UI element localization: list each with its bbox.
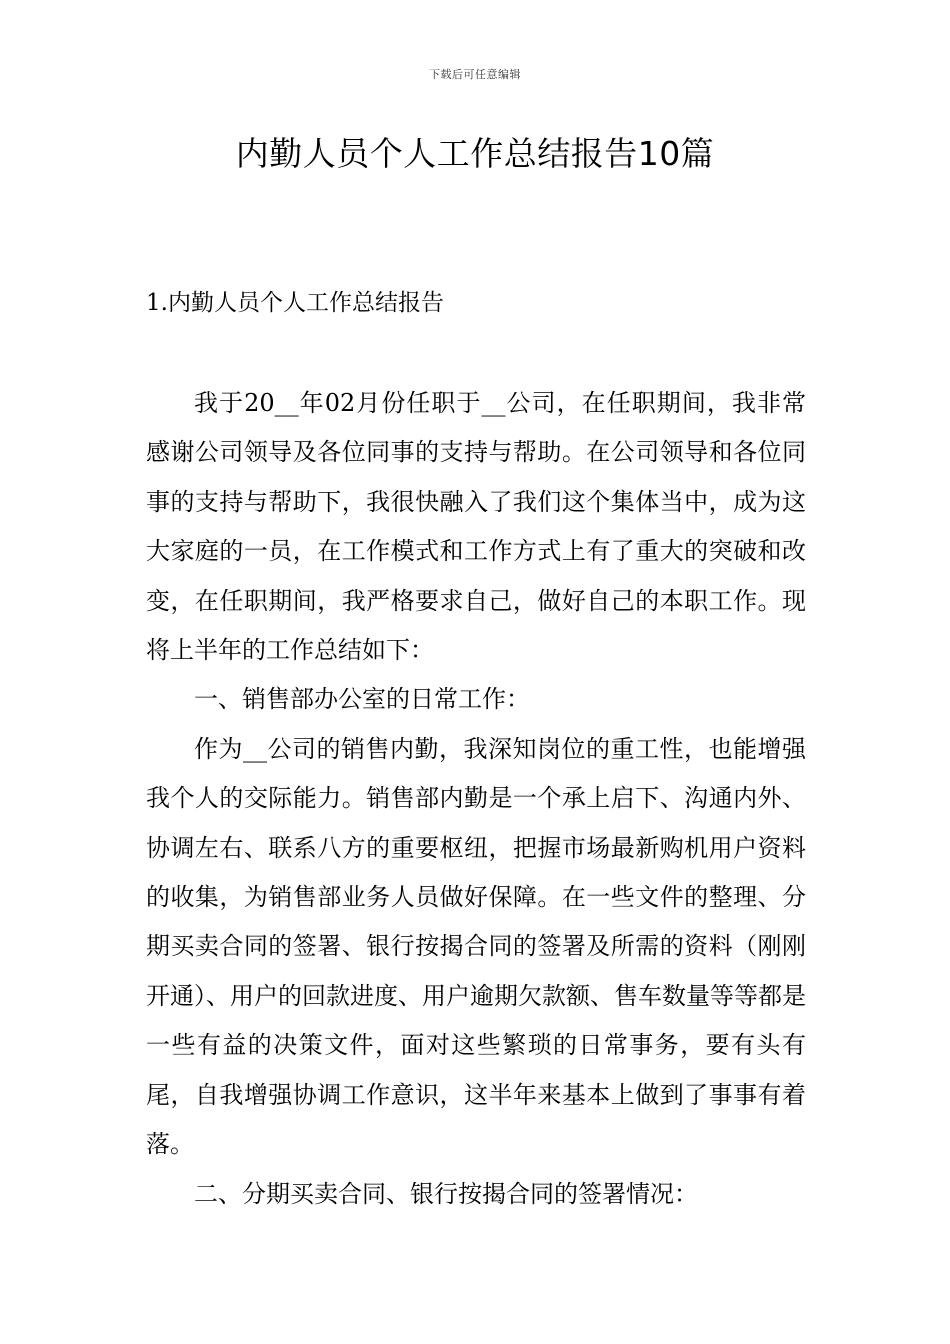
body-text — [146, 379, 806, 1219]
section-heading: 1.内勤人员个人工作总结报告 — [146, 290, 444, 316]
paragraph-heading-one: 一、销售部办公室的日常工作： — [194, 685, 530, 714]
paragraph-intro: 我于20__年02月份任职于__公司，在任职期间，我非常感谢公司领导及各位同事的支持与帮助。在公司领导和各位同事的支持与帮助下，我很快融入了我们这个集体当中，成为这大家庭的一员，在工作模式和工作方式上有了重大的突破和改变，在任职期间，我严格要求自己，做好自己的本职工作。现将上半年的工作总结如下： — [146, 389, 806, 665]
document-title: 内勤人员个人工作总结报告10篇 — [235, 134, 715, 173]
paragraph-sales-duties: 作为__公司的销售内勤，我深知岗位的重工性，也能增强我个人的交际能力。销售部内勤是一个承上启下、沟通内外、协调左右、联系八方的重要枢纽，把握市场最新购机用户资料的收集，为销售部业务人员做好保障。在一些文件的整理、分期买卖合同的签署、银行按揭合同的签署及所需的资料（刚刚开通）、用户的回款进度、用户逾期欠款额、售车数量等等都是一些有益的决策文件，面对这些繁琐的日常事务，要有头有尾，自我增强协调工作意识，这半年来基本上做到了事事有着落。 — [146, 734, 806, 1159]
paragraph-heading-two: 二、分期买卖合同、银行按揭合同的签署情况： — [194, 1179, 698, 1208]
header-note: 下载后可任意编辑 — [429, 68, 521, 81]
